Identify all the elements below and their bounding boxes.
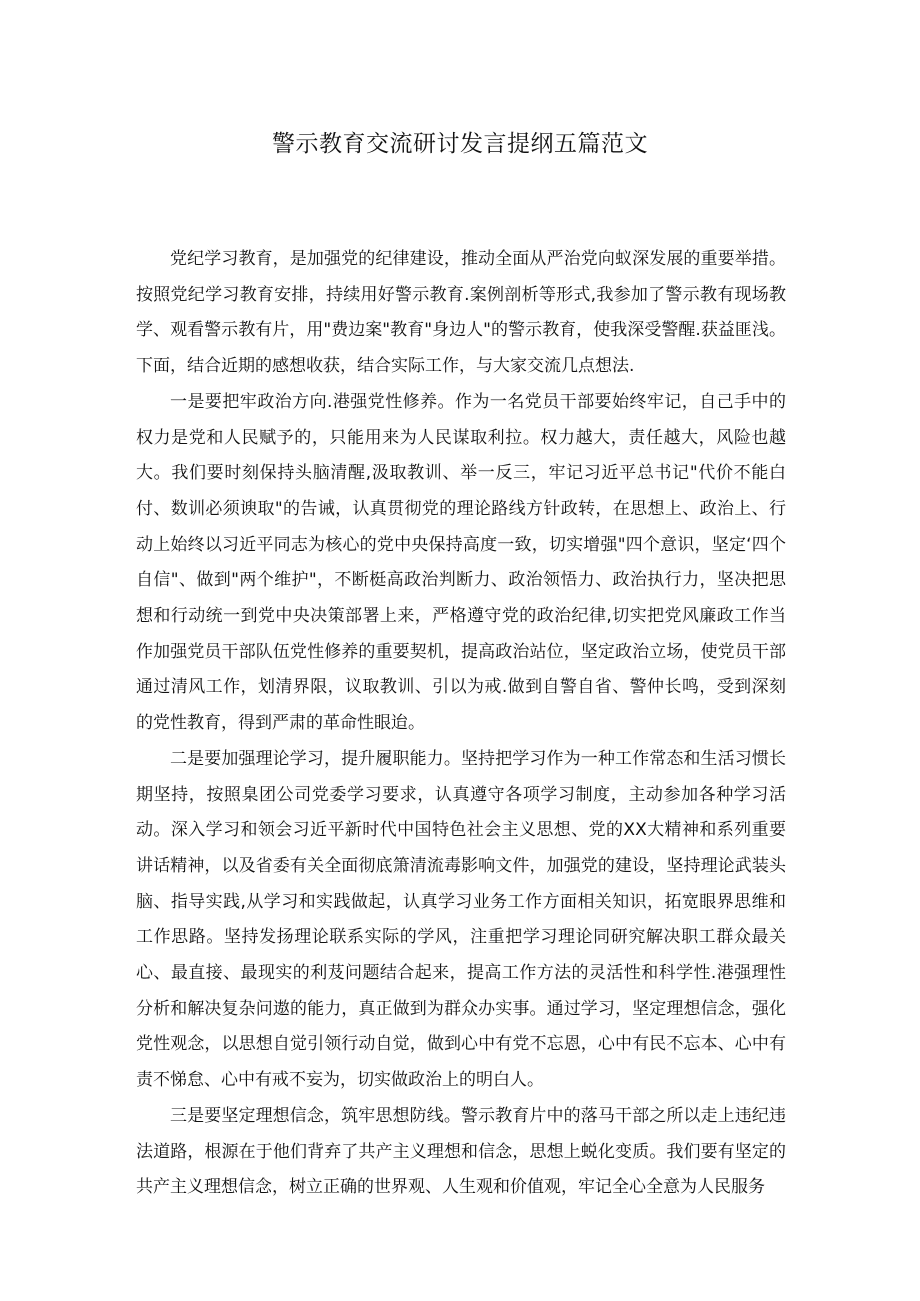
document-title: 警示教育交流研讨发言提纲五篇范文 xyxy=(272,131,648,157)
document-body xyxy=(136,242,786,1206)
paragraph-point-one: 一是要把牢政治方向.港强党性修养。作为一名党员干部要始终牢记，自己手中的权力是党和人民赋予的，只能用来为人民谋取利拉。权力越大，责任越大，风险也越大。我们要时刻保持头脑清醒,汲取教训、举一反三，牢记习近平总书记"代价不能白付、数训必须谀取"的告诫，认真贯彻党的理论路线方针政转，在思想上、政治上、行动上始终以习近平同志为核心的党中央保持高度一致，切实增强"四个意识，坚定‘四个自信"、做到"两个维护"，不断梃高政治判断力、政治领悟力、政治执行力，坚决把思想和行动统一到党中央决策部署上来，严格遵守党的政治纪律,切实把党风廉政工作当作加强党员干部队伍党性修养的重要契机，提高政治站位，坚定政治立场，使党员干部通过清风工作，划清界限，议取教训、引以为戒.做到自警自省、警仲长鸣，受到深刻的党性教育，得到严肃的革命性眼迨。 xyxy=(136,391,786,734)
paragraph-point-two: 二是要加强理论学习，提升履职能力。坚持把学习作为一种工作常态和生活习惯长期坚持，按照臬团公司党委学习要求，认真遵守各项学习制度，主动参加各种学习活动。深入学习和领会习近平新时代中国特色社会主义思想、党的XX大精神和系列重要讲话精神，以及省委有关全面彻底箫清流毒影响文件，加强党的建设，坚持理论武装头脑、指导实践,从学习和实践做起，认真学习业务工作方面相关知识，拓宽眼界思维和工作思路。坚持发扬理论联系实际的学风，注重把学习理论同研究解决职工群众最关心、最直接、最现实的利芨问题结合起来，提高工作方法的灵活性和科学性.港强理性分析和解决复杂问遨的能力，真正做到为群众办实事。通过学习，坚定理想信念，强化党性观念，以思想自觉引领行动自觉，做到心中有党不忘恩，心中有民不忘本、心中有责不悌怠、心中有戒不妄为，切实做政治上的明白人。 xyxy=(136,748,786,1091)
paragraph-point-three: 三是要坚定理想信念，筑牢思想防线。警示教育片中的落马干部之所以走上违纪违法道路，根源在于他们背弃了共产主义理想和信念，思想上蜕化变质。我们要有坚定的共产主义理想信念，树立正确的世界观、人生观和价值观，牢记全心全意为人民服务 xyxy=(136,1105,786,1198)
paragraph-intro: 党纪学习教育，是加强党的纪律建设，推动全面从严治党向蚁深发展的重要举措。按照党纪学习教育安排，持续用好警示教育.案例剖析等形式,我参加了警示教有现场教学、观看警示教有片，用"费边案"教育"身边人"的警示教育，使我深受警醒.获益匪浅。下面，结合近期的感想收获，结合实际工作，与大家交流几点想法. xyxy=(136,249,786,377)
